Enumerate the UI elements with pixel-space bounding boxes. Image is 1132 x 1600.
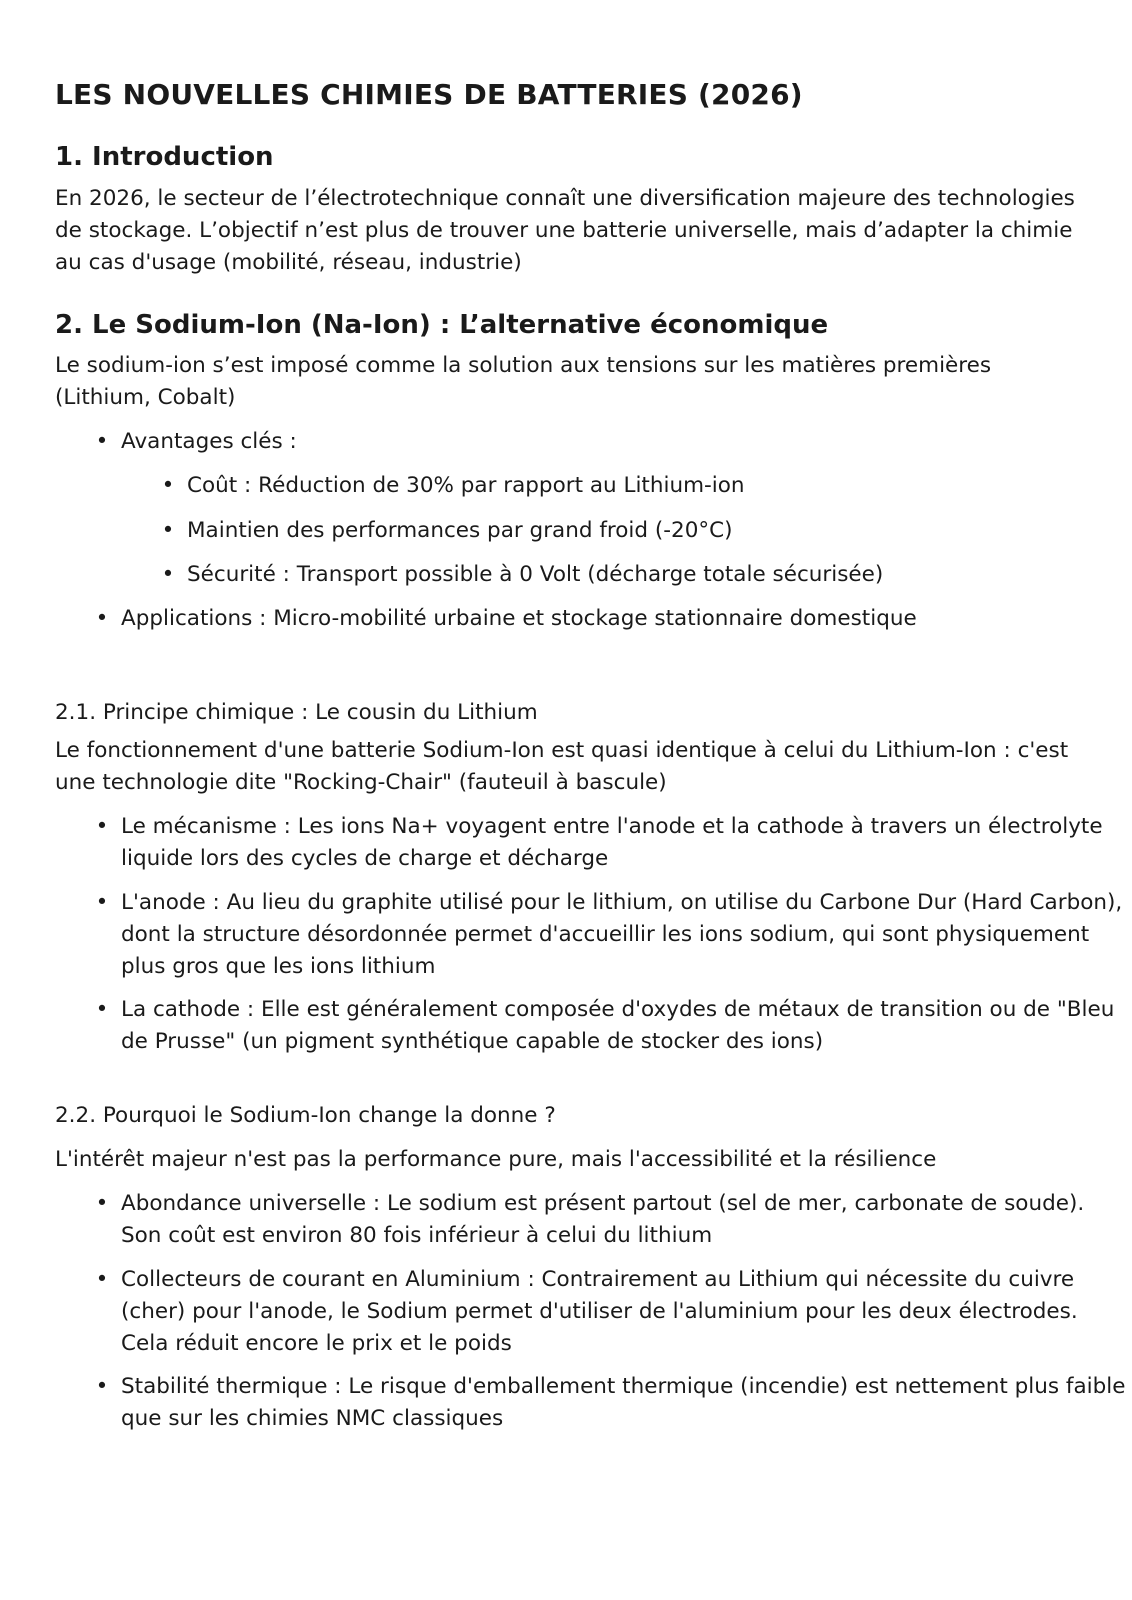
applications-text: Applications : Micro-mobilité urbaine et stockage stationnaire domestique xyxy=(121,606,917,631)
abondance-text: Abondance universelle : Le sodium est présent partout (sel de mer, carbonate de soude). Son coût est environ 80 fois inférieur à celui du lithium xyxy=(121,1191,1085,1248)
bullet-icon: • xyxy=(95,814,109,839)
collecteurs-text: Collecteurs de courant en Aluminium : Contrairement au Lithium qui nécessite du cuivre (cher) pour l'anode, le Sodium permet d'utiliser de l'aluminium pour les deux électrodes. Cela réduit encore le prix et le poids xyxy=(121,1267,1078,1356)
principe-paragraph: Le fonctionnement d'une batterie Sodium-Ion est quasi identique à celui du Lithium-Ion : c'est une technologie dite "Rocking-Chair" (fauteuil à bascule) xyxy=(55,738,1069,795)
bullet-icon: • xyxy=(95,429,109,454)
section-heading-sodium-ion: 2. Le Sodium-Ion (Na-Ion) : L’alternative économique xyxy=(55,310,829,340)
introduction-paragraph: En 2026, le secteur de l’électrotechnique connaît une diversification majeure des technologies de stockage. L’objectif n’est plus de trouver une batterie universelle, mais d’adapter la chimie au cas d'usage (mobilité, réseau, industrie) xyxy=(55,186,1075,275)
anode-text: L'anode : Au lieu du graphite utilisé pour le lithium, on utilise du Carbone Dur (Hard Carbon), dont la structure désordonnée permet d'accueillir les ions sodium, qui sont physiquement plus gros que les ions lithium xyxy=(121,890,1123,979)
bullet-icon: • xyxy=(95,606,109,631)
advantage-text: Coût : Réduction de 30% par rapport au Lithium-ion xyxy=(187,473,745,498)
bullet-icon: • xyxy=(161,473,175,498)
stabilite-text: Stabilité thermique : Le risque d'emballement thermique (incendie) est nettement plus faible que sur les chimies NMC classiques xyxy=(121,1374,1126,1431)
bullet-icon: • xyxy=(161,562,175,587)
advantage-text: Sécurité : Transport possible à 0 Volt (décharge totale sécurisée) xyxy=(187,562,884,587)
section-heading-introduction: 1. Introduction xyxy=(55,142,274,172)
list-item-anode xyxy=(95,887,1131,983)
advantage-text: Maintien des performances par grand froid (-20°C) xyxy=(187,518,733,543)
list-item-advantage xyxy=(161,559,1117,591)
subsection-heading-pourquoi: 2.2. Pourquoi le Sodium-Ion change la donne ? xyxy=(55,1103,556,1128)
bullet-icon: • xyxy=(161,518,175,543)
bullet-icon: • xyxy=(95,1267,109,1292)
bullet-icon: • xyxy=(95,997,109,1022)
list-item-mecanisme xyxy=(95,811,1131,875)
sodium-ion-paragraph: Le sodium-ion s’est imposé comme la solution aux tensions sur les matières premières (Lithium, Cobalt) xyxy=(55,353,992,410)
cathode-text: La cathode : Elle est généralement composée d'oxydes de métaux de transition ou de "Bleu de Prusse" (un pigment synthétique capable de stocker des ions) xyxy=(121,997,1115,1054)
list-item-advantage xyxy=(161,515,1117,547)
list-item-cathode xyxy=(95,994,1131,1058)
list-item-applications xyxy=(95,603,1131,635)
bullet-icon: • xyxy=(95,1374,109,1399)
pourquoi-paragraph: L'intérêt majeur n'est pas la performance pure, mais l'accessibilité et la résilience xyxy=(55,1147,937,1172)
list-item-collecteurs xyxy=(95,1264,1131,1360)
document-title: LES NOUVELLES CHIMIES DE BATTERIES (2026) xyxy=(55,78,803,111)
list-item-abondance xyxy=(95,1188,1131,1252)
subsection-heading-principe: 2.1. Principe chimique : Le cousin du Lithium xyxy=(55,700,538,725)
list-item-stabilite xyxy=(95,1371,1131,1435)
mecanisme-text: Le mécanisme : Les ions Na+ voyagent entre l'anode et la cathode à travers un électrolyte liquide lors des cycles de charge et décharge xyxy=(121,814,1103,871)
list-item-advantage xyxy=(161,470,1117,502)
bullet-icon: • xyxy=(95,890,109,915)
bullet-icon: • xyxy=(95,1191,109,1216)
list-item-advantages xyxy=(95,426,1131,458)
advantages-label: Avantages clés : xyxy=(121,429,297,454)
